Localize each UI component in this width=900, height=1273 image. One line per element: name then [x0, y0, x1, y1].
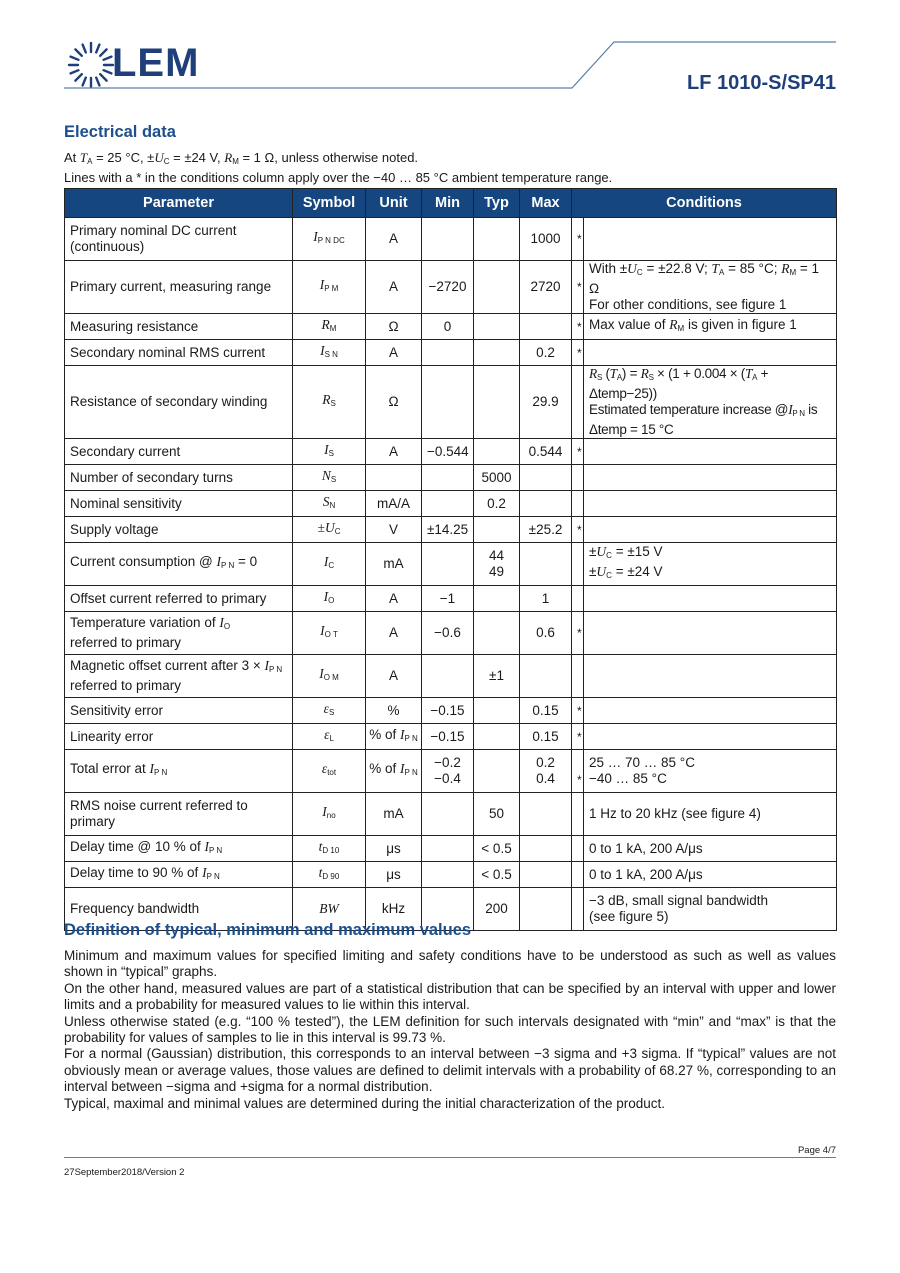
typ-cell	[474, 261, 520, 314]
star-cell	[572, 491, 584, 517]
cond-cell	[584, 586, 837, 612]
unit-cell: A	[366, 340, 422, 366]
symbol-cell: $N_S$	[293, 465, 366, 491]
cond-cell	[584, 491, 837, 517]
symbol-cell: BW	[293, 888, 366, 931]
param-cell: Current consumption @ $I_{P N} = 0$	[65, 543, 293, 586]
typ-cell: < 0.5	[474, 836, 520, 862]
typ-cell	[474, 314, 520, 340]
symbol-cell: $I_{P M}$	[293, 261, 366, 314]
unit-cell: A	[366, 439, 422, 465]
max-cell: ±25.2	[520, 517, 572, 543]
symbol-cell: $I_{O M}$	[293, 655, 366, 698]
typ-cell: 50	[474, 793, 520, 836]
min-cell: −0.15	[422, 724, 474, 750]
unit-cell: mA	[366, 793, 422, 836]
min-cell	[422, 340, 474, 366]
table-row	[65, 340, 837, 366]
cond-cell	[584, 517, 837, 543]
param-cell: Primary current, measuring range	[65, 261, 293, 314]
min-cell: −0.6	[422, 612, 474, 655]
param-cell: Delay time @ 10 % of $I_{P N}$	[65, 836, 293, 862]
symbol-cell: $\varepsilon_S$	[293, 698, 366, 724]
definition-paragraph: Typical, maximal and minimal values are determined during the initial characterization of the product.	[64, 1095, 666, 1111]
col-header-symbol: Symbol	[293, 189, 366, 218]
symbol-cell: $\varepsilon_L$	[293, 724, 366, 750]
table-row	[65, 862, 837, 888]
star-cell	[572, 836, 584, 862]
symbol-cell: $t_{D 10}$	[293, 836, 366, 862]
page-number: Page 4/7	[797, 1145, 836, 1156]
typ-cell: 200	[474, 888, 520, 931]
cond-cell	[584, 698, 837, 724]
max-cell: 0.2 0.4	[520, 750, 572, 793]
param-cell: Secondary nominal RMS current	[65, 340, 293, 366]
min-cell	[422, 366, 474, 439]
param-cell: Resistance of secondary winding	[65, 366, 293, 439]
param-cell: Primary nominal DC current (continuous)	[65, 218, 293, 261]
min-cell	[422, 862, 474, 888]
cond-cell	[584, 612, 837, 655]
star-cell: *	[572, 340, 584, 366]
min-cell: 0	[422, 314, 474, 340]
typ-cell: ±1	[474, 655, 520, 698]
symbol-cell: $I_C$	[293, 543, 366, 586]
cond-cell: 0 to 1 kA, 200 A/μs	[584, 862, 837, 888]
star-cell: *	[572, 439, 584, 465]
star-cell: *	[572, 724, 584, 750]
max-cell: 1000	[520, 218, 572, 261]
param-cell: Nominal sensitivity	[65, 491, 293, 517]
min-cell: −0.2 −0.4	[422, 750, 474, 793]
max-cell: 1	[520, 586, 572, 612]
cond-cell: 0 to 1 kA, 200 A/μs	[584, 836, 837, 862]
star-cell	[572, 793, 584, 836]
table-row	[65, 543, 837, 586]
typ-cell	[474, 698, 520, 724]
cond-cell	[584, 340, 837, 366]
param-cell: Sensitivity error	[65, 698, 293, 724]
min-cell	[422, 465, 474, 491]
typ-cell: 44 49	[474, 543, 520, 586]
max-cell	[520, 314, 572, 340]
intro-text	[64, 150, 612, 186]
param-cell: Secondary current	[65, 439, 293, 465]
unit-cell: kHz	[366, 888, 422, 931]
table-row	[65, 750, 837, 793]
star-cell	[572, 465, 584, 491]
max-cell	[520, 862, 572, 888]
max-cell	[520, 888, 572, 931]
param-cell: Supply voltage	[65, 517, 293, 543]
intro-line-1: At $T_A = 25$ °C, $\pm U_C = \pm 24$ V, $R_M = 1$ Ω, unless otherwise noted.	[64, 150, 419, 166]
cond-cell	[584, 439, 837, 465]
max-cell: 2720	[520, 261, 572, 314]
max-cell	[520, 793, 572, 836]
star-cell	[572, 655, 584, 698]
table-header-row	[65, 189, 837, 218]
min-cell: −0.15	[422, 698, 474, 724]
col-header-min: Min	[422, 189, 474, 218]
section-title-definition: Definition of typical, minimum and maximum values	[64, 921, 472, 939]
star-cell: *	[572, 517, 584, 543]
table-row	[65, 517, 837, 543]
typ-cell	[474, 218, 520, 261]
unit-cell: Ω	[366, 314, 422, 340]
table-row	[65, 491, 837, 517]
table-row	[65, 366, 837, 439]
param-cell: Temperature variation of $I_O$ referred to primary	[65, 612, 293, 655]
param-cell: Total error at $I_{P N}$	[65, 750, 293, 793]
col-header-conditions: Conditions	[572, 189, 837, 218]
max-cell: 0.15	[520, 724, 572, 750]
col-header-typ: Typ	[474, 189, 520, 218]
unit-cell: A	[366, 586, 422, 612]
param-cell: Number of secondary turns	[65, 465, 293, 491]
max-cell	[520, 655, 572, 698]
unit-cell: %	[366, 698, 422, 724]
table-row	[65, 724, 837, 750]
min-cell	[422, 793, 474, 836]
min-cell: −1	[422, 586, 474, 612]
symbol-cell: $I_{P N DC}$	[293, 218, 366, 261]
definition-paragraph: For a normal (Gaussian) distribution, this corresponds to an interval between −3 sigma and +3 sigma. If “typical” values are not obviously mean or average values, those values are defined to delimit intervals with a probability of 68.27 %, corresponding to an interval between −sigma and +sigma for a normal distribution.	[64, 1046, 836, 1095]
cond-cell: −3 dB, small signal bandwidth (see figure 5)	[584, 888, 837, 931]
max-cell	[520, 465, 572, 491]
cond-cell: $R_S$ $(T_A) = R_S \times (1 + 0.004 \times (T_A$ + Δtemp−25)) Estimated temperature increase $@I_{P N}$ is Δtemp = 15 °C	[584, 366, 837, 439]
star-cell	[572, 366, 584, 439]
table-row	[65, 793, 837, 836]
intro-line-2: Lines with a * in the conditions column apply over the −40 … 85 °C ambient temperature range.	[64, 170, 613, 185]
unit-cell: A	[366, 655, 422, 698]
definition-paragraph: Minimum and maximum values for specified limiting and safety conditions have to be understood as such as well as values shown in “typical” graphs.	[64, 948, 836, 980]
symbol-cell: $I_{no}$	[293, 793, 366, 836]
table-row	[65, 314, 837, 340]
min-cell	[422, 543, 474, 586]
symbol-cell: $\varepsilon_{tot}$	[293, 750, 366, 793]
max-cell: 0.15	[520, 698, 572, 724]
table-row	[65, 218, 837, 261]
definition-paragraph: On the other hand, measured values are part of a statistical distribution that can be specified by an interval with upper and lower limits and a probability for measured values to lie within this interval.	[64, 980, 836, 1013]
cond-cell	[584, 655, 837, 698]
typ-cell	[474, 724, 520, 750]
typ-cell	[474, 750, 520, 793]
min-cell	[422, 491, 474, 517]
symbol-cell: $S_N$	[293, 491, 366, 517]
param-cell: RMS noise current referred to primary	[65, 793, 293, 836]
star-cell: *	[572, 750, 584, 793]
table-row	[65, 586, 837, 612]
col-header-parameter: Parameter	[65, 189, 293, 218]
star-cell	[572, 586, 584, 612]
cond-cell: $\pm U_C = \pm 15$ V $\pm U_C = \pm 24$ V	[584, 543, 837, 586]
symbol-cell: $t_{D 90}$	[293, 862, 366, 888]
typ-cell	[474, 366, 520, 439]
star-cell	[572, 543, 584, 586]
symbol-cell: $I_{O T}$	[293, 612, 366, 655]
unit-cell: V	[366, 517, 422, 543]
typ-cell	[474, 340, 520, 366]
definition-paragraph: Unless otherwise stated (e.g. “100 % tested”), the LEM definition for such intervals designated with “min” and “max” is that the probability for values of samples to lie in this interval is 99.73 %.	[64, 1013, 836, 1046]
star-cell: *	[572, 261, 584, 314]
typ-cell	[474, 612, 520, 655]
star-cell: *	[572, 698, 584, 724]
star-cell: *	[572, 314, 584, 340]
table-row	[65, 465, 837, 491]
cond-cell	[584, 218, 837, 261]
symbol-cell: $I_O$	[293, 586, 366, 612]
typ-cell	[474, 439, 520, 465]
col-header-max: Max	[520, 189, 572, 218]
table-row	[65, 836, 837, 862]
cond-cell: 25 … 70 … 85 °C −40 … 85 °C	[584, 750, 837, 793]
star-cell: *	[572, 218, 584, 261]
cond-cell: Max value of $R_M$ is given in figure 1	[584, 314, 837, 340]
cond-cell	[584, 465, 837, 491]
unit-cell: μs	[366, 862, 422, 888]
max-cell: 0.544	[520, 439, 572, 465]
table-row	[65, 261, 837, 314]
table-row	[65, 612, 837, 655]
symbol-cell: $\pm U_C$	[293, 517, 366, 543]
table-row	[65, 655, 837, 698]
unit-cell	[366, 465, 422, 491]
unit-cell: μs	[366, 836, 422, 862]
max-cell	[520, 836, 572, 862]
min-cell: ±14.25	[422, 517, 474, 543]
cond-cell	[584, 724, 837, 750]
version-label: 27September2018/Version 2	[64, 1167, 185, 1178]
unit-cell: % of $I_{P N}$	[366, 750, 422, 793]
min-cell	[422, 836, 474, 862]
max-cell	[520, 491, 572, 517]
electrical-data-table	[64, 188, 837, 931]
unit-cell: mA/A	[366, 491, 422, 517]
symbol-cell: $R_S$	[293, 366, 366, 439]
unit-cell: Ω	[366, 366, 422, 439]
typ-cell	[474, 517, 520, 543]
table-row	[65, 698, 837, 724]
typ-cell: < 0.5	[474, 862, 520, 888]
table-row	[65, 439, 837, 465]
param-cell: Frequency bandwidth	[65, 888, 293, 931]
max-cell: 0.6	[520, 612, 572, 655]
symbol-cell: $R_M$	[293, 314, 366, 340]
param-cell: Delay time to 90 % of $I_{P N}$	[65, 862, 293, 888]
star-cell	[572, 888, 584, 931]
max-cell	[520, 543, 572, 586]
star-cell	[572, 862, 584, 888]
footer-divider	[64, 1157, 836, 1158]
section-title-electrical: Electrical data	[64, 123, 176, 141]
param-cell: Measuring resistance	[65, 314, 293, 340]
typ-cell: 5000	[474, 465, 520, 491]
definition-text	[64, 948, 836, 1112]
unit-cell: mA	[366, 543, 422, 586]
star-cell: *	[572, 612, 584, 655]
cond-cell: With $\pm U_C = \pm 22.8$ V; $T_A = 85$ °C; $R_M = 1$ Ω For other conditions, see figure 1	[584, 261, 837, 314]
unit-cell: A	[366, 612, 422, 655]
max-cell: 0.2	[520, 340, 572, 366]
unit-cell: A	[366, 261, 422, 314]
brand-name: LEM	[112, 41, 200, 85]
typ-cell: 0.2	[474, 491, 520, 517]
min-cell: −2720	[422, 261, 474, 314]
min-cell	[422, 218, 474, 261]
symbol-cell: $I_S$	[293, 439, 366, 465]
param-cell: Magnetic offset current after $3 \times I_{P N}$ referred to primary	[65, 655, 293, 698]
param-cell: Offset current referred to primary	[65, 586, 293, 612]
min-cell	[422, 655, 474, 698]
symbol-cell: $I_{S N}$	[293, 340, 366, 366]
min-cell: −0.544	[422, 439, 474, 465]
param-cell: Linearity error	[65, 724, 293, 750]
typ-cell	[474, 586, 520, 612]
col-header-unit: Unit	[366, 189, 422, 218]
max-cell: 29.9	[520, 366, 572, 439]
model-number: LF 1010-S/SP41	[687, 72, 836, 94]
unit-cell: A	[366, 218, 422, 261]
cond-cell: 1 Hz to 20 kHz (see figure 4)	[584, 793, 837, 836]
unit-cell: % of $I_{P N}$	[366, 724, 422, 750]
